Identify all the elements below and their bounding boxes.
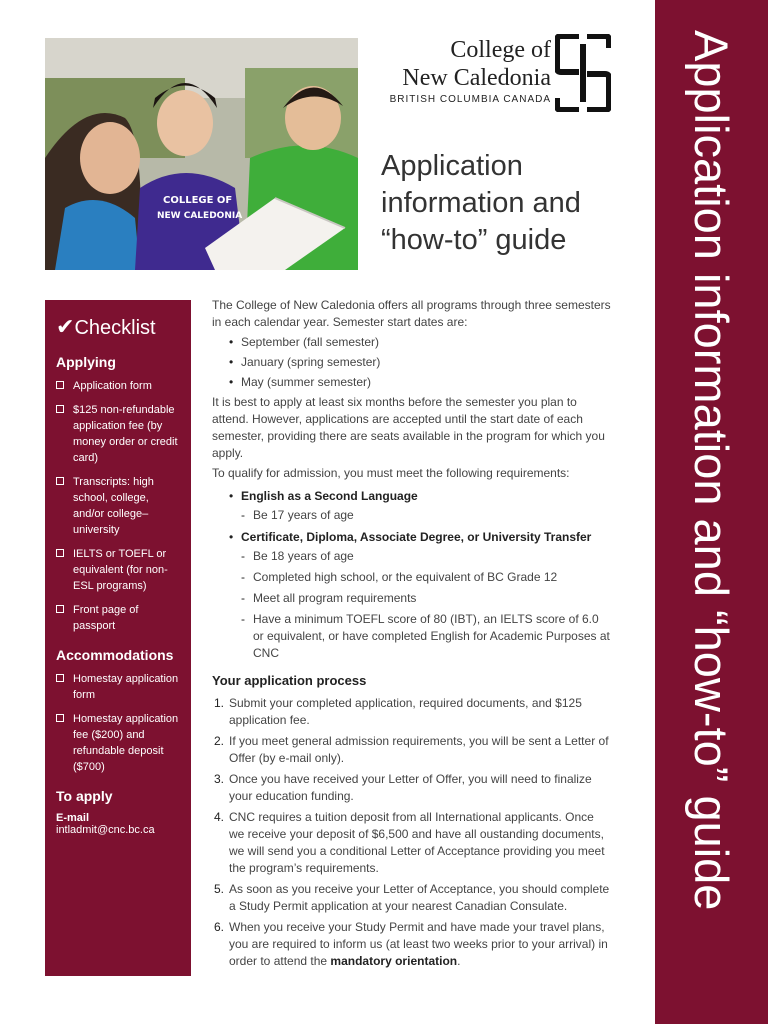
main-content [212,297,612,974]
process-step-text: If you meet general admission requirements, you will be sent a Letter of Offer (by e-mail only). [229,734,609,765]
students-photo [45,38,358,270]
title-line-3: “how-to” guide [381,224,567,256]
checklist-item [56,378,181,394]
requirement-subitem: - Completed high school, or the equivalent of BC Grade 12 [241,569,612,586]
title-line-1: Application [381,150,523,182]
checklist-item-label: Front page of passport [73,604,139,632]
checklist-item [56,474,181,538]
checklist-item-label: Transcripts: high school, college, and/or college–university [73,476,154,536]
process-steps [212,695,612,970]
process-heading: Your application process [212,673,367,688]
checkbox-icon [56,477,64,485]
requirement-title: English as a Second Language [241,489,418,503]
checklist-item-label: Application form [73,380,152,392]
requirement-sublist [241,548,612,662]
checkbox-icon [56,549,64,557]
shirt-text-1: COLLEGE OF [163,195,233,206]
process-step: 4. CNC requires a tuition deposit from all International applicants. Once we receive your deposit of $6,500 and have all oustanding documents, we will send you a conditional Letter of Acceptance providing you meet the program’s requirements. [214,810,605,875]
checkmark-icon: ✔ [56,314,75,339]
process-step-text: CNC requires a tuition deposit from all International applicants. Once we receive your deposit of $6,500 and have all oustanding documents, we will send you a conditional Letter of Acceptance providing you meet the program’s requirements. [229,810,605,875]
email-address-link[interactable]: intladmit@cnc.bc.ca [56,824,155,836]
email-label: E-mail [56,812,90,824]
process-step-text: Once you have received your Letter of Offer, you will need to finalize your education funding. [229,772,592,803]
requirement-sublist [241,507,612,524]
checklist-heading-accommodations: Accommodations [56,647,174,663]
college-logo-icon [555,34,611,112]
process-step: 6. When you receive your Study Permit and have made your travel plans, you are required to inform us (at least two weeks prior to your arrival) in order to attend the mandatory orientation. [214,920,608,968]
students-photo-illustration [45,38,358,270]
checkbox-icon [56,674,64,682]
requirement-subitem: - Meet all program requirements [241,590,612,607]
requirement-subitem: - Be 18 years of age [241,548,612,565]
process-step-text: As soon as you receive your Letter of Acceptance, you should complete a Study Permit application at your nearest Canadian Consulate. [229,882,610,913]
checkbox-icon [56,605,64,613]
checklist-item-label: Homestay application form [73,673,179,701]
process-step-text: When you receive your Study Permit and have made your travel plans, you are required to inform us (at least two weeks prior to your arrival) in order to attend the [229,920,608,968]
advice-paragraph: It is best to apply at least six months before the semester you plan to attend. However, applications are accepted until the start date of each semester, providing there are seats available in the program for which you apply. [212,395,605,460]
semester-list [212,334,612,391]
semester-item: • September (fall semester) [229,334,612,351]
mandatory-orientation-text: mandatory orientation [330,954,458,968]
checklist-item-label: IELTS or TOEFL or equivalent (for non-ESL programs) [73,548,168,592]
checklist-item [56,602,181,634]
checklist-item [56,711,181,775]
checkbox-icon [56,405,64,413]
checklist-item [56,402,181,466]
title-line-2: information and [381,187,581,219]
semester-item: • January (spring semester) [229,354,612,371]
checklist-title [56,314,181,340]
checklist-heading-applying: Applying [56,354,116,370]
process-step: 2. If you meet general admission requirements, you will be sent a Letter of Offer (by e-mail only). [214,734,609,765]
checklist-panel [45,300,191,976]
requirement-item [229,488,612,524]
process-step: 3. Once you have received your Letter of Offer, you will need to finalize your education funding. [214,772,592,803]
process-step-text: Submit your completed application, required documents, and $125 application fee. [229,696,582,727]
requirements-list [212,488,612,662]
checklist-item-label: Homestay application fee ($200) and refundable deposit ($700) [73,713,179,773]
requirement-subitem: - Have a minimum TOEFL score of 80 (IBT), an IELTS score of 6.0 or equivalent, or have completed English for Academic Purposes at CNC [241,611,612,662]
document-title [381,148,641,259]
requirement-item [229,529,612,662]
process-step: 1. Submit your completed application, required documents, and $125 application fee. [214,696,582,727]
checklist-item [56,671,181,703]
college-logo-text [381,36,551,105]
checkbox-icon [56,714,64,722]
checklist-applying-list [56,378,181,634]
requirement-subitem: - Be 17 years of age [241,507,612,524]
process-step: 5. As soon as you receive your Letter of Acceptance, you should complete a Study Permit application at your nearest Canadian Consulate. [214,882,610,913]
checkbox-icon [56,381,64,389]
checklist-title-text: Checklist [74,317,156,339]
logo-line-2: New Caledonia [402,65,551,91]
side-title-text: Application information and “how-to” guide [685,30,738,911]
semester-item: • May (summer semester) [229,374,612,391]
logo-line-1: College of [450,37,551,63]
checklist-heading-to-apply: To apply [56,788,113,804]
requirement-title: Certificate, Diploma, Associate Degree, or University Transfer [241,530,592,544]
checklist-accommodations-list [56,671,181,775]
qualify-paragraph: To qualify for admission, you must meet the following requirements: [212,466,570,480]
logo-line-3: BRITISH COLUMBIA CANADA [389,94,551,105]
checklist-item [56,546,181,594]
checklist-item-label: $125 non-refundable application fee (by money order or credit card) [73,404,178,464]
shirt-text-2: NEW CALEDONIA [157,211,243,221]
intro-paragraph: The College of New Caledonia offers all programs through three semesters in each calendar year. Semester start dates are: [212,298,611,329]
